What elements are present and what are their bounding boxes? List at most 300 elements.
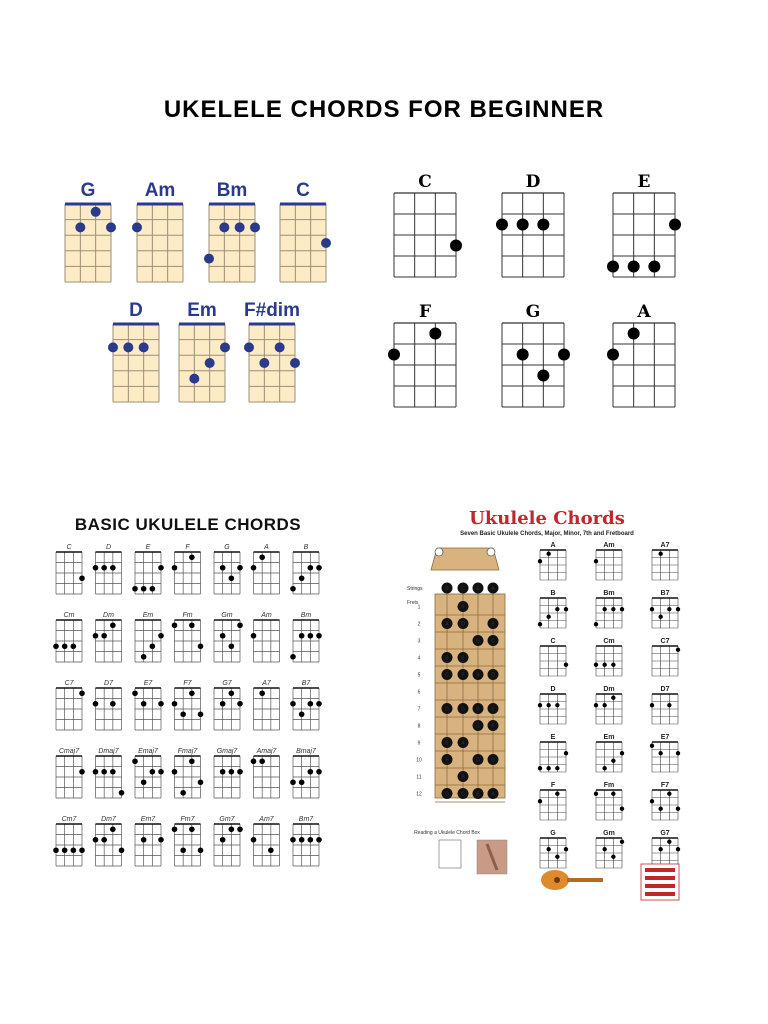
open-string-note: G	[445, 586, 449, 592]
finger-dot	[308, 769, 314, 775]
finger-dot	[158, 633, 164, 639]
finger-dot	[220, 837, 226, 843]
chord-box-am7	[251, 816, 280, 866]
chord-name-label: Am	[144, 180, 176, 201]
finger-dot	[564, 607, 568, 611]
finger-dot	[299, 837, 305, 843]
finger-dot	[139, 342, 149, 352]
finger-dot	[275, 342, 285, 352]
finger-dot	[93, 633, 99, 639]
fret-note-label: E	[445, 740, 449, 747]
fret-note-label: G	[476, 638, 480, 645]
fret-note-label: F	[461, 604, 465, 611]
chord-name-label: G	[80, 180, 96, 201]
fret-number: 10	[416, 757, 422, 764]
chord-box-dm	[594, 686, 622, 724]
finger-dot	[555, 607, 559, 611]
chord-box-c	[280, 180, 331, 282]
finger-dot	[602, 663, 606, 667]
finger-dot	[537, 370, 549, 382]
fret-note-label: B	[461, 774, 465, 781]
chord-box-g	[502, 302, 570, 407]
fret-note-label: E	[491, 706, 495, 713]
finger-dot	[667, 703, 671, 707]
chord-box-e	[132, 544, 164, 594]
chord-box-amaj7	[251, 748, 280, 798]
fret-note-label: D	[445, 706, 449, 713]
finger-dot	[308, 633, 314, 639]
finger-dot	[450, 240, 462, 252]
fret-note-label: G	[491, 757, 495, 764]
finger-dot	[546, 615, 550, 619]
finger-dot	[620, 751, 624, 755]
chord-box-fm	[172, 612, 204, 662]
chord-name-label: G7	[660, 830, 670, 837]
finger-dot	[172, 826, 178, 832]
finger-dot	[123, 342, 133, 352]
chord-box-fmaj7	[172, 748, 204, 798]
finger-dot	[538, 766, 542, 770]
finger-dot	[429, 328, 441, 340]
fret-note-label: G	[445, 791, 449, 798]
chord-box-am	[132, 180, 183, 282]
chord-box-g	[214, 544, 243, 594]
fret-note-label: B	[445, 655, 449, 662]
chord-name-label: F	[418, 302, 432, 322]
finger-dot	[141, 701, 147, 707]
chord-box-d	[108, 300, 159, 402]
poster-subtitle: Seven Basic Ukulele Chords, Major, Minor, 7th and Fretboard	[460, 531, 634, 537]
finger-dot	[205, 358, 215, 368]
chord-box-a7	[254, 680, 280, 730]
fret-number: 2	[417, 621, 421, 628]
chord-box-c7	[652, 638, 680, 676]
chord-name-label: Bm	[603, 590, 615, 597]
finger-dot	[316, 769, 322, 775]
chord-name-label: Dm	[603, 686, 615, 693]
finger-dot	[558, 349, 570, 361]
finger-dot	[220, 565, 226, 571]
finger-dot	[538, 799, 542, 803]
finger-dot	[555, 703, 559, 707]
finger-dot	[308, 565, 314, 571]
finger-dot	[602, 847, 606, 851]
fret-note-label: A	[476, 672, 480, 679]
finger-dot	[220, 342, 230, 352]
fret-note-label: E	[476, 791, 480, 798]
finger-dot	[667, 840, 671, 844]
finger-dot	[237, 769, 243, 775]
finger-dot	[106, 222, 116, 232]
finger-dot	[546, 766, 550, 770]
black-chord-chart	[380, 165, 710, 415]
chord-box-bm7	[290, 816, 322, 866]
finger-dot	[250, 222, 260, 232]
chord-box-background	[137, 204, 183, 282]
finger-dot	[321, 238, 331, 248]
chord-name-label: D	[129, 300, 143, 321]
basic-ukulele-chords-poster	[38, 504, 338, 874]
chord-box-d7	[93, 680, 122, 730]
finger-dot	[290, 586, 296, 592]
fret-note-label: B	[476, 706, 480, 713]
finger-dot	[172, 769, 178, 775]
chord-name-label: Em7	[140, 816, 156, 823]
chord-name-label: D7	[104, 680, 113, 687]
finger-dot	[259, 758, 265, 764]
finger-dot	[101, 633, 107, 639]
finger-dot	[299, 633, 305, 639]
chord-box-am	[594, 542, 622, 580]
chord-box-gm	[214, 612, 243, 662]
chord-name-label: Gmaj7	[216, 748, 238, 755]
chord-box-d	[93, 544, 122, 594]
finger-dot	[62, 643, 68, 649]
finger-dot	[158, 565, 164, 571]
finger-dot	[110, 701, 116, 707]
chord-box-fm7	[172, 816, 204, 866]
chord-box-f	[538, 782, 566, 820]
chord-name-label: E7	[143, 680, 153, 687]
finger-dot	[620, 807, 624, 811]
finger-dot	[538, 559, 542, 563]
finger-dot	[650, 799, 654, 803]
finger-dot	[141, 779, 147, 785]
chord-name-label: Cmaj7	[58, 748, 80, 755]
fret-note-label: C	[476, 723, 480, 730]
chord-name-label: C	[550, 638, 556, 645]
finger-dot	[93, 701, 99, 707]
chord-box-bm	[204, 180, 260, 282]
fret-number: 1	[417, 604, 421, 611]
finger-dot	[259, 554, 265, 560]
chord-name-label: Bm	[300, 612, 312, 619]
finger-dot	[564, 663, 568, 667]
finger-dot	[219, 222, 229, 232]
finger-dot	[62, 847, 68, 853]
finger-dot	[650, 607, 654, 611]
finger-dot	[180, 790, 186, 796]
chord-name-label: E	[637, 172, 651, 192]
chord-name-label: C	[418, 172, 432, 192]
open-string-note: A	[491, 586, 495, 592]
chord-box-f7	[650, 782, 680, 820]
finger-dot	[53, 643, 59, 649]
finger-dot	[555, 855, 559, 859]
chord-name-label: C	[66, 544, 72, 551]
chord-name-label: C	[296, 180, 310, 201]
poster-title: BASIC UKULELE CHORDS	[74, 515, 302, 534]
chord-box-c7	[56, 680, 85, 730]
chord-name-label: C7	[660, 638, 670, 645]
chord-box-e7	[132, 680, 164, 730]
finger-dot	[517, 349, 529, 361]
finger-dot	[620, 840, 624, 844]
frets-label: Frets	[407, 600, 419, 606]
fret-note-label: A	[461, 740, 465, 747]
chord-name-label: Em	[603, 734, 615, 741]
chord-name-label: B7	[301, 680, 311, 687]
finger-dot	[158, 769, 164, 775]
finger-dot	[259, 690, 265, 696]
tuning-peg	[487, 548, 495, 556]
finger-dot	[602, 766, 606, 770]
chord-name-label: Am	[261, 612, 272, 619]
finger-dot	[290, 701, 296, 707]
finger-dot	[180, 847, 186, 853]
fret-number: 6	[417, 689, 421, 696]
finger-dot	[189, 826, 195, 832]
finger-dot	[237, 565, 243, 571]
finger-dot	[132, 586, 138, 592]
finger-dot	[198, 643, 204, 649]
finger-dot	[251, 565, 257, 571]
chord-name-label: Bmaj7	[296, 748, 316, 755]
chord-name-label: Am	[603, 542, 615, 549]
chord-name-label: Cm	[603, 638, 615, 645]
chord-name-label: B	[303, 544, 309, 551]
fret-number: 11	[416, 774, 422, 781]
finger-dot	[71, 847, 77, 853]
logo-band	[645, 868, 675, 872]
finger-dot	[308, 701, 314, 707]
finger-dot	[628, 261, 640, 273]
finger-dot	[229, 769, 235, 775]
finger-dot	[658, 847, 662, 851]
finger-dot	[79, 690, 85, 696]
chord-box-b	[290, 544, 322, 594]
finger-dot	[110, 565, 116, 571]
chord-box-background	[280, 204, 326, 282]
chord-name-label: F	[185, 544, 190, 551]
chord-box-gmaj7	[214, 748, 243, 798]
fret-note-label: C	[461, 791, 465, 798]
chord-box-em	[135, 612, 164, 662]
finger-dot	[189, 690, 195, 696]
fret-note-label: C	[491, 638, 495, 645]
finger-dot	[611, 792, 615, 796]
chord-box-dm7	[93, 816, 125, 866]
fret-note-label: D	[461, 621, 465, 628]
ukulele-illustration	[541, 870, 603, 890]
finger-dot	[555, 766, 559, 770]
finger-dot	[594, 792, 598, 796]
black-chord-chart-canvas	[380, 165, 710, 415]
chord-box-bm	[290, 612, 322, 662]
finger-dot	[237, 622, 243, 628]
finger-dot	[110, 826, 116, 832]
chord-name-label: D7	[660, 686, 670, 693]
example-chord-box	[439, 840, 461, 868]
blue-chord-chart-canvas	[56, 168, 346, 410]
finger-dot	[132, 690, 138, 696]
chord-name-label: Cm7	[61, 816, 77, 823]
finger-dot	[594, 622, 598, 626]
finger-dot	[204, 254, 214, 264]
finger-dot	[141, 837, 147, 843]
finger-dot	[611, 855, 615, 859]
chord-box-d7	[650, 686, 678, 724]
ukulele-neck	[567, 878, 603, 882]
finger-dot	[237, 826, 243, 832]
finger-dot	[71, 643, 77, 649]
fret-number: 8	[417, 723, 421, 730]
chord-box-g7	[652, 830, 680, 868]
chord-name-label: Bm	[216, 180, 248, 201]
finger-dot	[316, 837, 322, 843]
finger-dot	[172, 701, 178, 707]
logo-band	[645, 892, 675, 896]
fret-number: 12	[416, 791, 422, 798]
finger-dot	[650, 744, 654, 748]
chord-name-label: Dm	[103, 612, 114, 619]
chord-box-gm	[596, 830, 624, 868]
finger-dot	[141, 586, 147, 592]
finger-dot	[150, 643, 156, 649]
finger-dot	[517, 219, 529, 231]
finger-dot	[150, 769, 156, 775]
finger-dot	[658, 552, 662, 556]
chord-name-label: G	[525, 302, 541, 322]
chord-box-fm	[594, 782, 624, 820]
finger-dot	[555, 792, 559, 796]
chord-box-e7	[650, 734, 680, 772]
chord-box-em	[179, 300, 230, 402]
finger-dot	[594, 559, 598, 563]
finger-dot	[658, 615, 662, 619]
chord-box-b7	[650, 590, 680, 628]
chord-name-label: B	[550, 590, 556, 597]
chord-name-label: Gm7	[219, 816, 235, 823]
chord-name-label: A	[637, 302, 651, 322]
finger-dot	[198, 847, 204, 853]
logo-band	[645, 884, 675, 888]
finger-dot	[388, 349, 400, 361]
finger-dot	[676, 807, 680, 811]
chord-box-background	[209, 204, 255, 282]
finger-dot	[308, 837, 314, 843]
chord-name-label: Fm	[182, 612, 193, 619]
finger-dot	[676, 648, 680, 652]
chord-box-cm7	[53, 816, 85, 866]
finger-dot	[101, 837, 107, 843]
finger-dot	[290, 779, 296, 785]
finger-dot	[101, 769, 107, 775]
chord-box-emaj7	[132, 748, 164, 798]
finger-dot	[611, 663, 615, 667]
finger-dot	[141, 654, 147, 660]
chord-box-f7	[172, 680, 204, 730]
chord-box-g	[65, 180, 116, 282]
chord-name-label: C7	[64, 680, 74, 687]
chord-box-a	[251, 544, 280, 594]
chord-box-gm7	[214, 816, 243, 866]
chord-box-g7	[214, 680, 243, 730]
fret-note-label: E	[461, 655, 465, 662]
finger-dot	[119, 790, 125, 796]
chord-box-cmaj7	[56, 748, 85, 798]
fret-number: 9	[417, 740, 421, 747]
chord-box-background	[249, 324, 295, 402]
finger-dot	[607, 349, 619, 361]
chord-box-bm	[594, 590, 624, 628]
finger-dot	[650, 703, 654, 707]
finger-dot	[602, 607, 606, 611]
finger-dot	[564, 751, 568, 755]
chord-box-am	[251, 612, 280, 662]
fret-note-label: F	[445, 757, 449, 764]
open-string-note: C	[461, 586, 465, 592]
finger-dot	[299, 711, 305, 717]
chord-box-background	[179, 324, 225, 402]
fret-number: 5	[417, 672, 421, 679]
finger-dot	[229, 826, 235, 832]
chord-box-e	[538, 734, 568, 772]
finger-dot	[220, 769, 226, 775]
chord-box-e	[607, 172, 681, 277]
finger-dot	[594, 663, 598, 667]
chord-box-a	[607, 302, 675, 407]
finger-dot	[611, 696, 615, 700]
chord-name-label: G7	[222, 680, 232, 687]
finger-dot	[158, 701, 164, 707]
finger-dot	[290, 837, 296, 843]
finger-dot	[220, 633, 226, 639]
ukulele-chords-fretboard-poster	[395, 500, 700, 902]
finger-dot	[546, 847, 550, 851]
finger-dot	[290, 654, 296, 660]
fret-note-label: B	[491, 621, 495, 628]
finger-dot	[91, 207, 101, 217]
chord-box-em7	[135, 816, 164, 866]
chord-box-b7	[290, 680, 322, 730]
finger-dot	[290, 358, 300, 368]
chord-box-bmaj7	[290, 748, 322, 798]
chord-name-label: Fm7	[180, 816, 195, 823]
tuning-peg	[435, 548, 443, 556]
finger-dot	[594, 703, 598, 707]
chord-name-label: Am7	[259, 816, 274, 823]
blue-chord-chart	[56, 168, 346, 410]
finger-dot	[53, 847, 59, 853]
finger-dot	[251, 633, 257, 639]
finger-dot	[180, 711, 186, 717]
finger-dot	[648, 261, 660, 273]
chord-box-c	[540, 638, 568, 676]
chord-box-dm	[93, 612, 122, 662]
chord-name-label: F#dim	[244, 300, 300, 321]
finger-dot	[79, 769, 85, 775]
chord-box-background	[65, 204, 111, 282]
finger-dot	[93, 837, 99, 843]
finger-dot	[75, 222, 85, 232]
chord-name-label: D	[550, 686, 556, 693]
finger-dot	[189, 554, 195, 560]
finger-dot	[299, 575, 305, 581]
chord-name-label: Emaj7	[138, 748, 158, 755]
chord-name-label: Em	[142, 612, 154, 619]
chord-name-label: F7	[660, 782, 670, 789]
finger-dot	[93, 565, 99, 571]
finger-dot	[110, 622, 116, 628]
reading-chord-box-caption: Reading a Ukulele Chord Box	[414, 830, 480, 836]
chord-name-label: E7	[660, 734, 670, 741]
finger-dot	[244, 342, 254, 352]
basic-ukulele-chords-canvas	[38, 504, 338, 874]
finger-dot	[316, 565, 322, 571]
finger-dot	[251, 758, 257, 764]
finger-dot	[611, 759, 615, 763]
